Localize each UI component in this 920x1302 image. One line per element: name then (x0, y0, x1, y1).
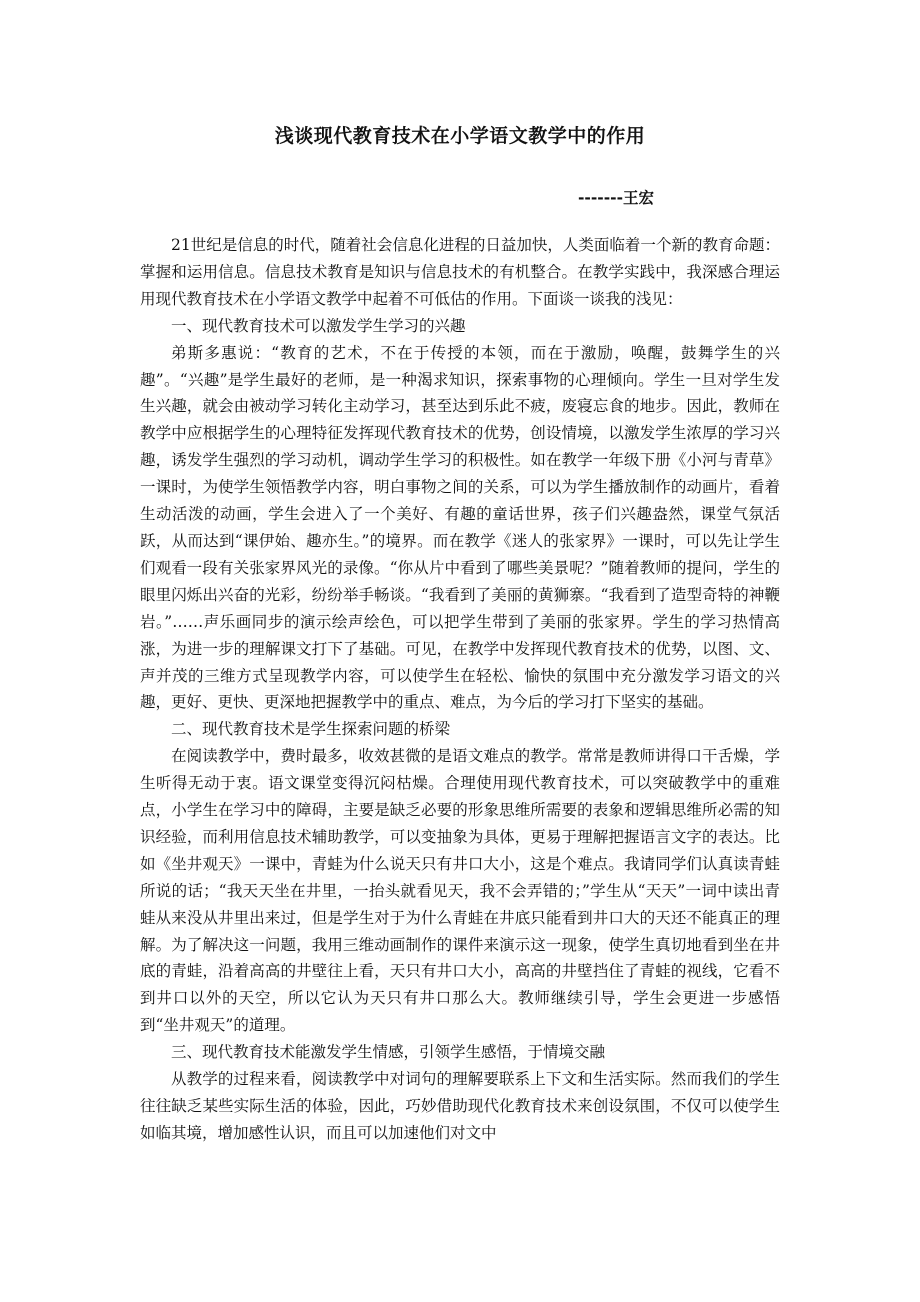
section-2-paragraph: 在阅读教学中，费时最多，收效甚微的是语文难点的教学。常常是教师讲得口干舌燥，学生听得无动于衷。语文课堂变得沉闷枯燥。合理使用现代教育技术，可以突破教学中的重难点，小学生在学习中的障碍，主要是缺乏必要的形象思维所需要的表象和逻辑思维所必需的知识经验，而利用信息技术辅助教学，可以变抽象为具体，更易于理解把握语言文字的表达。比如《坐井观天》一课中，青蛙为什么说天只有井口大小，这是个难点。我请同学们认真读青蛙所说的话；“我天天坐在井里，一抬头就看见天，我不会弄错的；”学生从“天天”一词中读出青蛙从来没从井里出来过，但是学生对于为什么青蛙在井底只能看到井口大的天还不能真正的理解。为了解决这一问题，我用三维动画制作的课件来演示这一现象，使学生真切地看到坐在井底的青蛙，沿着高高的井壁往上看，天只有井口大小，高高的井壁挡住了青蛙的视线，它看不到井口以外的天空，所以它认为天只有井口那么大。教师继续引导，学生会更进一步感悟到“坐井观天”的道理。 (140, 747, 780, 1035)
section-heading-2: 二、现代教育技术是学生探索问题的桥梁 (171, 720, 451, 739)
document-body (140, 232, 780, 1147)
section-heading-1: 一、现代教育技术可以激发学生学习的兴趣 (171, 316, 466, 335)
section-3-paragraph: 从教学的过程来看，阅读教学中对词句的理解要联系上下文和生活实际。然而我们的学生往往缺乏某些实际生活的体验，因此，巧妙借助现代化教育技术来创设氛围，不仅可以使学生如临其境，增加感性认识，而且可以加速他们对文中 (140, 1070, 780, 1142)
document-title: 浅谈现代教育技术在小学语文教学中的作用 (274, 125, 646, 147)
intro-paragraph: 21世纪是信息的时代，随着社会信息化进程的日益加快，人类面临着一个新的教育命题：掌握和运用信息。信息技术教育是知识与信息技术的有机整合。在教学实践中，我深感合理运用现代教育技术在小学语文教学中起着不可低估的作用。下面谈一谈我的浅见： (140, 236, 780, 308)
section-1-paragraph: 弟斯多惠说：“教育的艺术，不在于传授的本领，而在于激励，唤醒，鼓舞学生的兴趣”。“兴趣”是学生最好的老师，是一种渴求知识，探索事物的心理倾向。学生一旦对学生发生兴趣，就会由被动学习转化主动学习，甚至达到乐此不疲，废寝忘食的地步。因此，教师在教学中应根据学生的心理特征发挥现代教育技术的优势，创设情境，以激发学生浓厚的学习兴趣，诱发学生强烈的学习动机，调动学生学习的积极性。如在教学一年级下册《小河与青草》一课时，为使学生领悟教学内容，明白事物之间的关系，可以为学生播放制作的动画片，看着生动活泼的动画，学生会进入了一个美好、有趣的童话世界，孩子们兴趣盎然，课堂气氛活跃，从而达到“课伊始、趣亦生。”的境界。而在教学《迷人的张家界》一课时，可以先让学生们观看一段有关张家界风光的录像。“你从片中看到了哪些美景呢？”随着教师的提问，学生的眼里闪烁出兴奋的光彩，纷纷举手畅谈。“我看到了美丽的黄狮寨。“我看到了造型奇特的神鞭岩。”……声乐画同步的演示绘声绘色，可以把学生带到了美丽的张家界。学生的学习热情高涨，为进一步的理解课文打下了基础。可见，在教学中发挥现代教育技术的优势，以图、文、声并茂的三维方式呈现教学内容，可以使学生在轻松、愉快的氛围中充分激发学习语文的兴趣，更好、更快、更深地把握教学中的重点、难点，为今后的学习打下坚实的基础。 (140, 343, 780, 712)
document-author: -------王宏 (578, 189, 655, 207)
section-heading-3: 三、现代教育技术能激发学生情感，引领学生感悟，于情境交融 (171, 1043, 606, 1062)
